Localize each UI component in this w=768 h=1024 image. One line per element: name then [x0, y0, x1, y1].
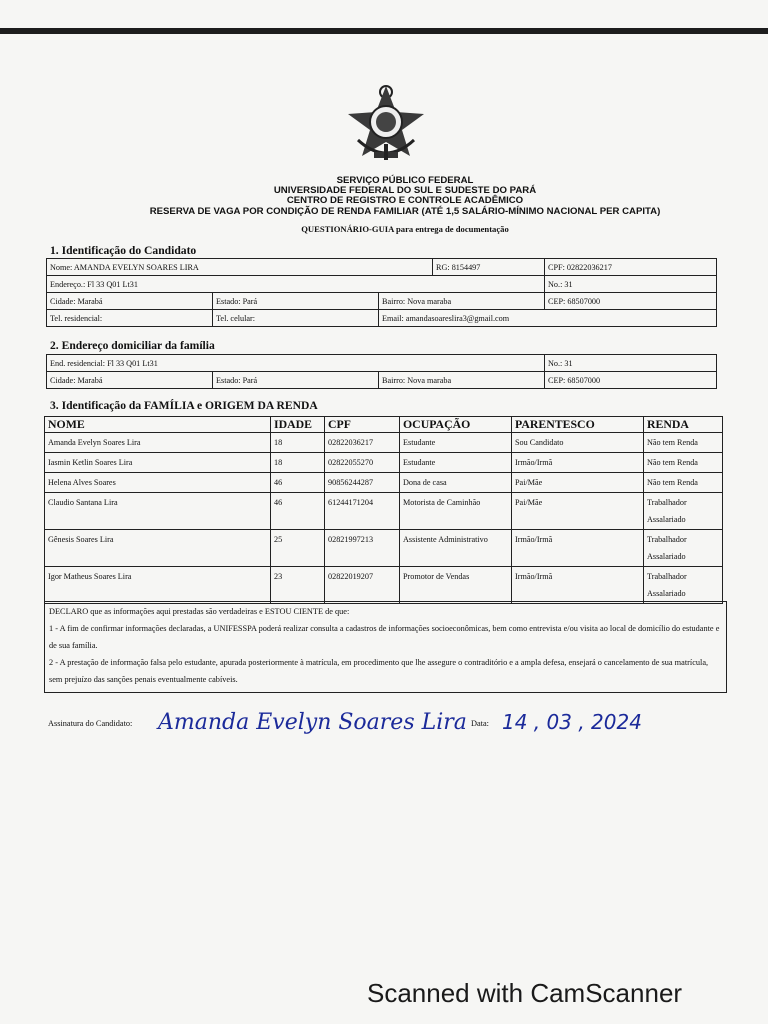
cell-cpf: 02822019207 [325, 567, 400, 604]
cell-idade: 25 [271, 530, 325, 567]
cell-ocupacao: Promotor de Vendas [400, 567, 512, 604]
signature-ink: Amanda Evelyn Soares Lira [158, 710, 467, 735]
cell-ocupacao: Estudante [400, 433, 512, 453]
cell-nome: Iasmin Ketlin Soares Lira [45, 453, 271, 473]
family-state: Estado: Pará [213, 372, 379, 389]
cell-cpf: 02822055270 [325, 453, 400, 473]
cell-idade: 23 [271, 567, 325, 604]
form-subtitle: QUESTIONÁRIO-GUIA para entrega de documentação [301, 224, 509, 234]
cell-renda: Trabalhador Assalariado [644, 530, 723, 567]
cell-parentesco: Irmão/Irmã [512, 453, 644, 473]
cell-idade: 18 [271, 433, 325, 453]
cell-nome: Gênesis Soares Lira [45, 530, 271, 567]
candidate-name: Nome: AMANDA EVELYN SOARES LIRA [47, 259, 433, 276]
cell-idade: 46 [271, 493, 325, 530]
declaration-intro: DECLARO que as informações aqui prestadas são verdadeiras e ESTOU CIENTE de que: [49, 607, 350, 616]
date-label: Data: [471, 719, 489, 728]
candidate-rg: RG: 8154497 [433, 259, 545, 276]
cell-nome: Igor Matheus Soares Lira [45, 567, 271, 604]
family-address: End. residencial: Fl 33 Q01 Lt31 [47, 355, 545, 372]
table-row [45, 493, 723, 530]
candidate-state: Estado: Pará [213, 293, 379, 310]
table-row [45, 567, 723, 604]
table-row [45, 433, 723, 453]
cell-cpf: 02822036217 [325, 433, 400, 453]
declaration-item-1: 1 - A fim de confirmar informações declaradas, a UNIFESSPA poderá realizar consulta a cadastros de informações socioeconômicas, bem como entrevista e/ou visita ao local de domicílio do estudante e de sua família. [49, 624, 720, 650]
column-header-nome: NOME [45, 417, 271, 433]
cell-parentesco: Irmão/Irmã [512, 567, 644, 604]
family-number: No.: 31 [545, 355, 717, 372]
cell-parentesco: Pai/Mãe [512, 493, 644, 530]
family-city: Cidade: Marabá [47, 372, 213, 389]
cell-ocupacao: Motorista de Caminhão [400, 493, 512, 530]
cell-cpf: 90856244287 [325, 473, 400, 493]
cell-nome: Claudio Santana Lira [45, 493, 271, 530]
cell-cpf: 61244171204 [325, 493, 400, 530]
header-line-1: SERVIÇO PÚBLICO FEDERAL [336, 175, 474, 186]
cell-renda: Não tem Renda [644, 473, 723, 493]
header-line-3: CENTRO DE REGISTRO E CONTROLE ACADÊMICO [286, 195, 524, 206]
candidate-home-phone: Tel. residencial: [47, 310, 213, 327]
signature-row [48, 703, 728, 743]
table-row [45, 473, 723, 493]
column-header-renda: RENDA [644, 417, 723, 433]
declaration-item-2: 2 - A prestação de informação falsa pelo estudante, apurada posteriormente à matrícula, em procedimento que lhe assegure o contraditório e a ampla defesa, ensejará o cancelamento de sua matrícula, sem prejuízo das sanções penais eventualmente cabíveis. [49, 658, 709, 684]
cell-parentesco: Pai/Mãe [512, 473, 644, 493]
table-row [45, 530, 723, 567]
section-3-title: 3. Identificação da FAMÍLIA e ORIGEM DA RENDA [50, 399, 318, 412]
cell-parentesco: Irmão/Irmã [512, 530, 644, 567]
cell-renda: Não tem Renda [644, 433, 723, 453]
cell-idade: 18 [271, 453, 325, 473]
candidate-table [46, 258, 717, 327]
family-district: Bairro: Nova maraba [379, 372, 545, 389]
section-2-title: 2. Endereço domiciliar da família [50, 339, 215, 352]
cell-renda: Não tem Renda [644, 453, 723, 473]
cell-renda: Trabalhador Assalariado [644, 493, 723, 530]
cell-idade: 46 [271, 473, 325, 493]
cell-nome: Amanda Evelyn Soares Lira [45, 433, 271, 453]
scan-top-edge [0, 28, 768, 34]
header-line-2: UNIVERSIDADE FEDERAL DO SUL E SUDESTE DO PARÁ [273, 185, 537, 196]
date-ink: 14 , 03 , 2024 [502, 710, 642, 734]
table-row [45, 453, 723, 473]
declaration-box [44, 601, 727, 693]
candidate-cep: CEP: 68507000 [545, 293, 717, 310]
candidate-district: Bairro: Nova maraba [379, 293, 545, 310]
family-cep: CEP: 68507000 [545, 372, 717, 389]
column-header-cpf: CPF [325, 417, 400, 433]
handwritten-date [500, 701, 730, 741]
cell-nome: Helena Alves Soares [45, 473, 271, 493]
section-1-title: 1. Identificação do Candidato [50, 244, 197, 257]
candidate-cpf: CPF: 02822036217 [545, 259, 717, 276]
family-income-table [44, 416, 723, 604]
header-line-4: RESERVA DE VAGA POR CONDIÇÃO DE RENDA FAMILIAR (ATÉ 1,5 SALÁRIO-MÍNIMO NACIONAL PER CAPITA) [149, 206, 661, 217]
candidate-mobile-phone: Tel. celular: [213, 310, 379, 327]
column-header-ocupacao: OCUPAÇÃO [400, 417, 512, 433]
column-header-parentesco: PARENTESCO [512, 417, 644, 433]
cell-ocupacao: Estudante [400, 453, 512, 473]
cell-renda: Trabalhador Assalariado [644, 567, 723, 604]
candidate-number: No.: 31 [545, 276, 717, 293]
candidate-email: Email: amandasoareslira3@gmail.com [379, 310, 717, 327]
family-address-table [46, 354, 717, 389]
brazil-coat-of-arms-icon [344, 82, 428, 168]
handwritten-signature [156, 699, 474, 741]
signature-label: Assinatura do Candidato: [48, 719, 133, 728]
cell-cpf: 02821997213 [325, 530, 400, 567]
cell-ocupacao: Dona de casa [400, 473, 512, 493]
cell-ocupacao: Assistente Administrativo [400, 530, 512, 567]
column-header-idade: IDADE [271, 417, 325, 433]
cell-parentesco: Sou Candidato [512, 433, 644, 453]
camscanner-watermark: Scanned with CamScanner [367, 978, 683, 1008]
candidate-city: Cidade: Marabá [47, 293, 213, 310]
candidate-address: Endereço.: Fl 33 Q01 Lt31 [47, 276, 545, 293]
